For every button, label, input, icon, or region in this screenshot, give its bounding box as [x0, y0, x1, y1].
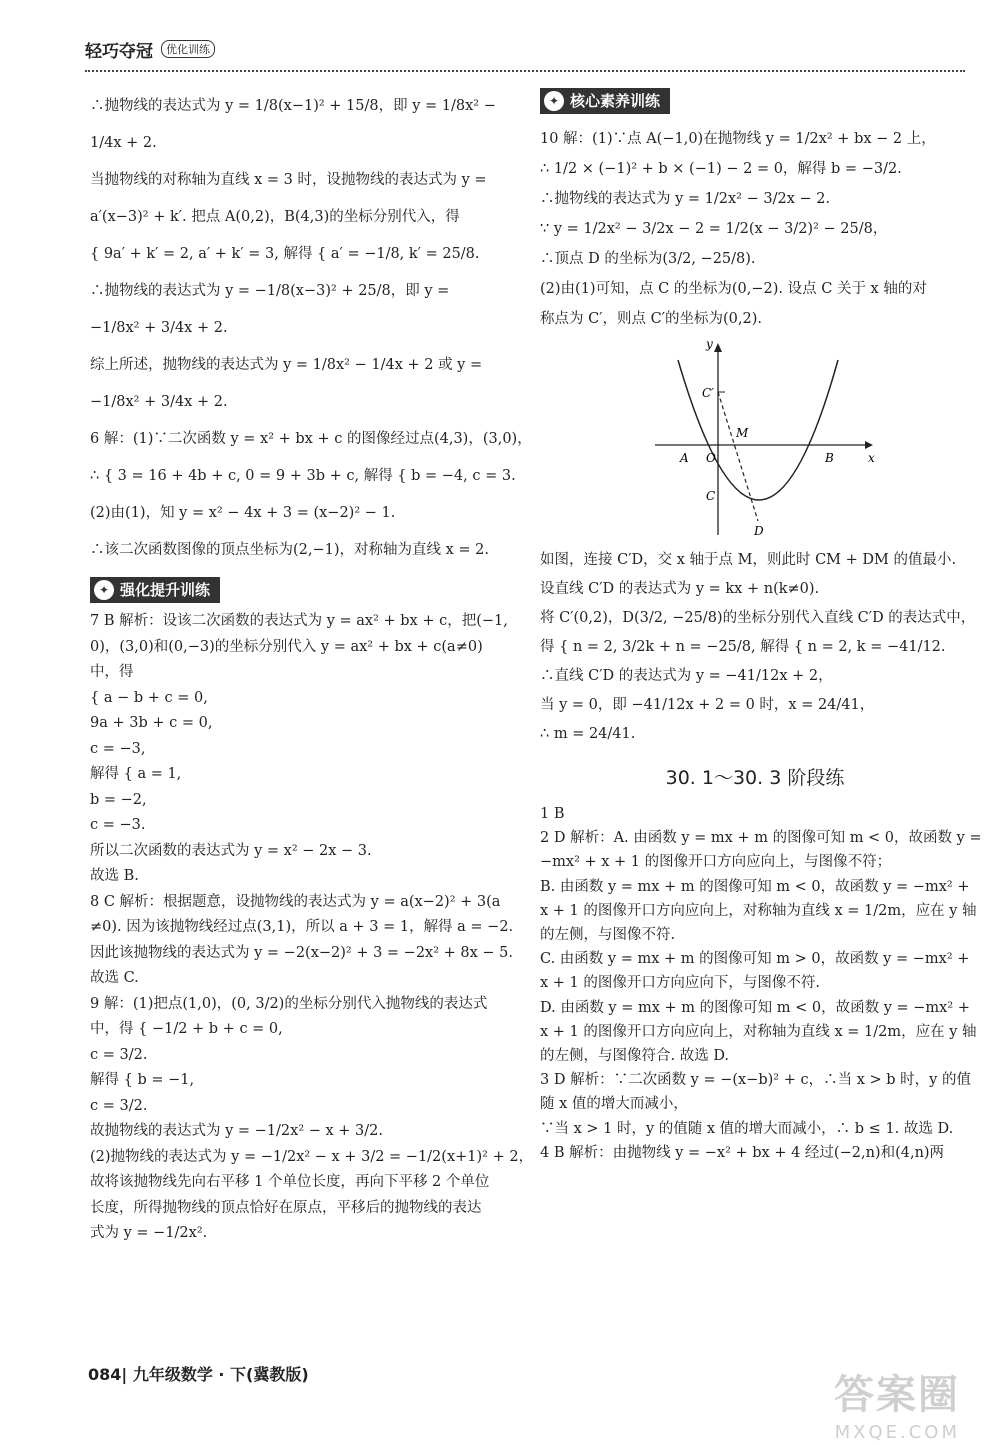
text-line: ∴ m = 24/41.: [540, 726, 636, 742]
left-text-block-1: [90, 88, 532, 569]
text-line: 2 D 解析：A. 由函数 y = mx + m 的图像可知 m < 0，故函数 y =: [540, 830, 982, 847]
right-text-block-2: [540, 546, 976, 749]
page-header: [85, 34, 215, 64]
text-line: 将 C′(0,2)，D(3/2, −25/8)的坐标分别代入直线 C′D 的表达式中，: [540, 610, 976, 626]
text-line: 0)，(3,0)和(0,−3)的坐标分别代入 y = ax² + bx + c(a≠0): [90, 638, 483, 655]
text-line: 9 解：(1)把点(1,0)，(0, 3/2)的坐标分别代入抛物线的表达式: [90, 995, 488, 1012]
page-number: 084: [88, 1365, 122, 1384]
segment-cprime-d: [718, 392, 758, 521]
right-column: [540, 88, 982, 1165]
page-footer: 084| 九年级数学 · 下(冀教版): [88, 1365, 309, 1384]
label-x: x: [868, 451, 875, 465]
text-line: { a − b + c = 0,: [90, 689, 208, 706]
right-text-block-1: [540, 124, 970, 334]
text-line: C. 由函数 y = mx + m 的图像可知 m > 0，故函数 y = −mx² +: [540, 951, 970, 968]
text-line: 式为 y = −1/2x².: [90, 1225, 208, 1241]
text-line: −1/8x² + 3/4x + 2.: [90, 320, 228, 336]
text-line: 的左侧，与图像不符.: [540, 927, 676, 944]
text-line: 3 D 解析：∵二次函数 y = −(x−b)² + c，∴当 x > b 时，y 的值: [540, 1072, 971, 1089]
text-line: 随 x 值的增大而减小，: [540, 1096, 688, 1113]
text-line: c = 3/2.: [90, 1046, 148, 1063]
label-y: y: [706, 340, 713, 351]
lightbulb-icon: ✦: [544, 91, 564, 111]
text-line: 设直线 C′D 的表达式为 y = kx + n(k≠0).: [540, 581, 820, 597]
text-line: (2)抛物线的表达式为 y = −1/2x² − x + 3/2 = −1/2(x+1)² + 2，: [90, 1148, 534, 1165]
text-line: (2)由(1)可知，点 C 的坐标为(0,−2). 设点 C 关于 x 轴的对: [540, 281, 927, 297]
text-line: D. 由函数 y = mx + m 的图像可知 m < 0，故函数 y = −mx² +: [540, 999, 970, 1016]
text-line: B. 由函数 y = mx + m 的图像可知 m < 0，故函数 y = −mx² +: [540, 878, 970, 895]
section-title: 强化提升训练: [120, 580, 211, 599]
text-line: 因此该抛物线的表达式为 y = −2(x−2)² + 3 = −2x² + 8x − 5.: [90, 944, 514, 961]
right-text-block-3: [540, 802, 982, 1165]
stage-practice-title: 30. 1～30. 3 阶段练: [665, 767, 845, 789]
text-line: 6 解：(1)∵二次函数 y = x² + bx + c 的图像经过点(4,3)，(3,0)，: [90, 431, 532, 447]
label-b: B: [825, 451, 834, 465]
text-line: { 9a′ + k′ = 2, a′ + k′ = 3, 解得 { a′ = −1/8, k′ = 25/8.: [90, 246, 480, 262]
text-line: x + 1 的图像开口方向应向上，对称轴为直线 x = 1/2m，应在 y 轴: [540, 902, 977, 919]
section-header-strengthen: [90, 577, 520, 603]
text-line: 长度，所得抛物线的顶点恰好在原点，平移后的抛物线的表达: [90, 1199, 482, 1216]
book-title: 九年级数学 · 下(冀教版): [132, 1365, 309, 1384]
text-line: 得 { n = 2, 3/2k + n = −25/8, 解得 { n = 2, k = −41/12.: [540, 639, 946, 655]
text-line: ≠0). 因为该抛物线经过点(3,1)，所以 a + 3 = 1，解得 a = −2.: [90, 919, 514, 935]
text-line: 中，得: [90, 664, 134, 680]
text-line: 9a + 3b + c = 0,: [90, 715, 213, 731]
text-line: 综上所述，抛物线的表达式为 y = 1/8x² − 1/4x + 2 或 y =: [90, 357, 483, 373]
label-c: C: [706, 489, 716, 503]
text-line: x + 1 的图像开口方向应向上，对称轴为直线 x = 1/2m，应在 y 轴: [540, 1023, 977, 1040]
lightbulb-icon: ✦: [94, 580, 114, 600]
label-d: D: [754, 524, 764, 538]
text-line: 当 y = 0，即 −41/12x + 2 = 0 时，x = 24/41，: [540, 697, 875, 713]
header-logo: 轻巧夺冠: [85, 41, 153, 62]
text-line: ∴直线 C′D 的表达式为 y = −41/12x + 2，: [540, 668, 833, 684]
watermark-url: MXQE.COM: [834, 1422, 960, 1443]
text-line: x + 1 的图像开口方向应向下，与图像不符.: [540, 975, 820, 992]
text-line: 当抛物线的对称轴为直线 x = 3 时，设抛物线的表达式为 y =: [90, 172, 487, 188]
text-line: c = 3/2.: [90, 1097, 148, 1114]
text-line: 8 C 解析：根据题意，设抛物线的表达式为 y = a(x−2)² + 3(a: [90, 893, 501, 910]
text-line: 4 B 解析：由抛物线 y = −x² + bx + 4 经过(−2,n)和(4,n)两: [540, 1144, 945, 1161]
header-logo-sub: 优化训练: [161, 40, 215, 58]
text-line: ∴抛物线的表达式为 y = 1/8(x−1)² + 15/8，即 y = 1/8x² −: [90, 98, 496, 114]
section-header-core: [540, 88, 970, 114]
text-line: ∵ y = 1/2x² − 3/2x − 2 = 1/2(x − 3/2)² − 25/8，: [540, 221, 888, 237]
text-line: 1 B: [540, 806, 565, 822]
text-line: 解得 { b = −1,: [90, 1072, 195, 1088]
text-line: 故抛物线的表达式为 y = −1/2x² − x + 3/2.: [90, 1123, 384, 1139]
parabola-curve: [678, 360, 838, 500]
label-c-prime: C′: [702, 386, 714, 400]
text-line: a′(x−3)² + k′. 把点 A(0,2)，B(4,3)的坐标分别代入，得: [90, 209, 460, 225]
y-axis-arrow: [714, 343, 722, 352]
x-axis-arrow: [865, 441, 873, 449]
text-line: ∵当 x > 1 时，y 的值随 x 值的增大而减小，∴ b ≤ 1. 故选 D.: [540, 1120, 954, 1137]
text-line: 故将该抛物线先向右平移 1 个单位长度，再向下平移 2 个单位: [90, 1174, 490, 1190]
text-line: ∴ 1/2 × (−1)² + b × (−1) − 2 = 0，解得 b = −3/2.: [540, 161, 902, 177]
text-line: (2)由(1)，知 y = x² − 4x + 3 = (x−2)² − 1.: [90, 505, 396, 521]
left-column: [90, 88, 534, 1247]
text-line: −mx² + x + 1 的图像开口方向应向上，与图像不符；: [540, 854, 892, 871]
text-line: c = −3.: [90, 817, 146, 833]
parabola-diagram: [650, 340, 880, 540]
label-m: M: [736, 426, 749, 440]
text-line: 10 解：(1)∵点 A(−1,0)在抛物线 y = 1/2x² + bx − 2 上，: [540, 131, 936, 147]
text-line: 解得 { a = 1,: [90, 766, 182, 782]
text-line: b = −2,: [90, 791, 147, 808]
text-line: 1/4x + 2.: [90, 135, 157, 151]
text-line: 的左侧，与图像符合. 故选 D.: [540, 1048, 730, 1065]
header-divider: [85, 70, 965, 72]
label-a: A: [680, 451, 689, 465]
left-text-block-2: [90, 609, 534, 1247]
text-line: 所以二次函数的表达式为 y = x² − 2x − 3.: [90, 842, 372, 859]
watermark-logo: 答案圈: [834, 1372, 960, 1418]
text-line: c = −3,: [90, 740, 146, 757]
text-line: ∴抛物线的表达式为 y = −1/8(x−3)² + 25/8，即 y =: [90, 283, 450, 299]
text-line: ∴该二次函数图像的顶点坐标为(2,−1)，对称轴为直线 x = 2.: [90, 542, 490, 558]
text-line: ∴ { 3 = 16 + 4b + c, 0 = 9 + 3b + c, 解得 { b = −4, c = 3.: [90, 468, 516, 484]
text-line: 7 B 解析：设该二次函数的表达式为 y = ax² + bx + c，把(−1,: [90, 613, 508, 629]
text-line: 中，得 { −1/2 + b + c = 0,: [90, 1021, 283, 1037]
text-line: ∴抛物线的表达式为 y = 1/2x² − 3/2x − 2.: [540, 191, 831, 207]
text-line: 如图，连接 C′D，交 x 轴于点 M，则此时 CM + DM 的值最小.: [540, 552, 957, 568]
section-title: 核心素养训练: [570, 91, 661, 110]
text-line: ∴顶点 D 的坐标为(3/2, −25/8).: [540, 251, 756, 267]
text-line: 故选 C.: [90, 970, 139, 986]
text-line: 称点为 C′，则点 C′的坐标为(0,2).: [540, 311, 762, 327]
text-line: 故选 B.: [90, 868, 139, 884]
text-line: −1/8x² + 3/4x + 2.: [90, 394, 228, 410]
label-o: O: [706, 451, 716, 465]
